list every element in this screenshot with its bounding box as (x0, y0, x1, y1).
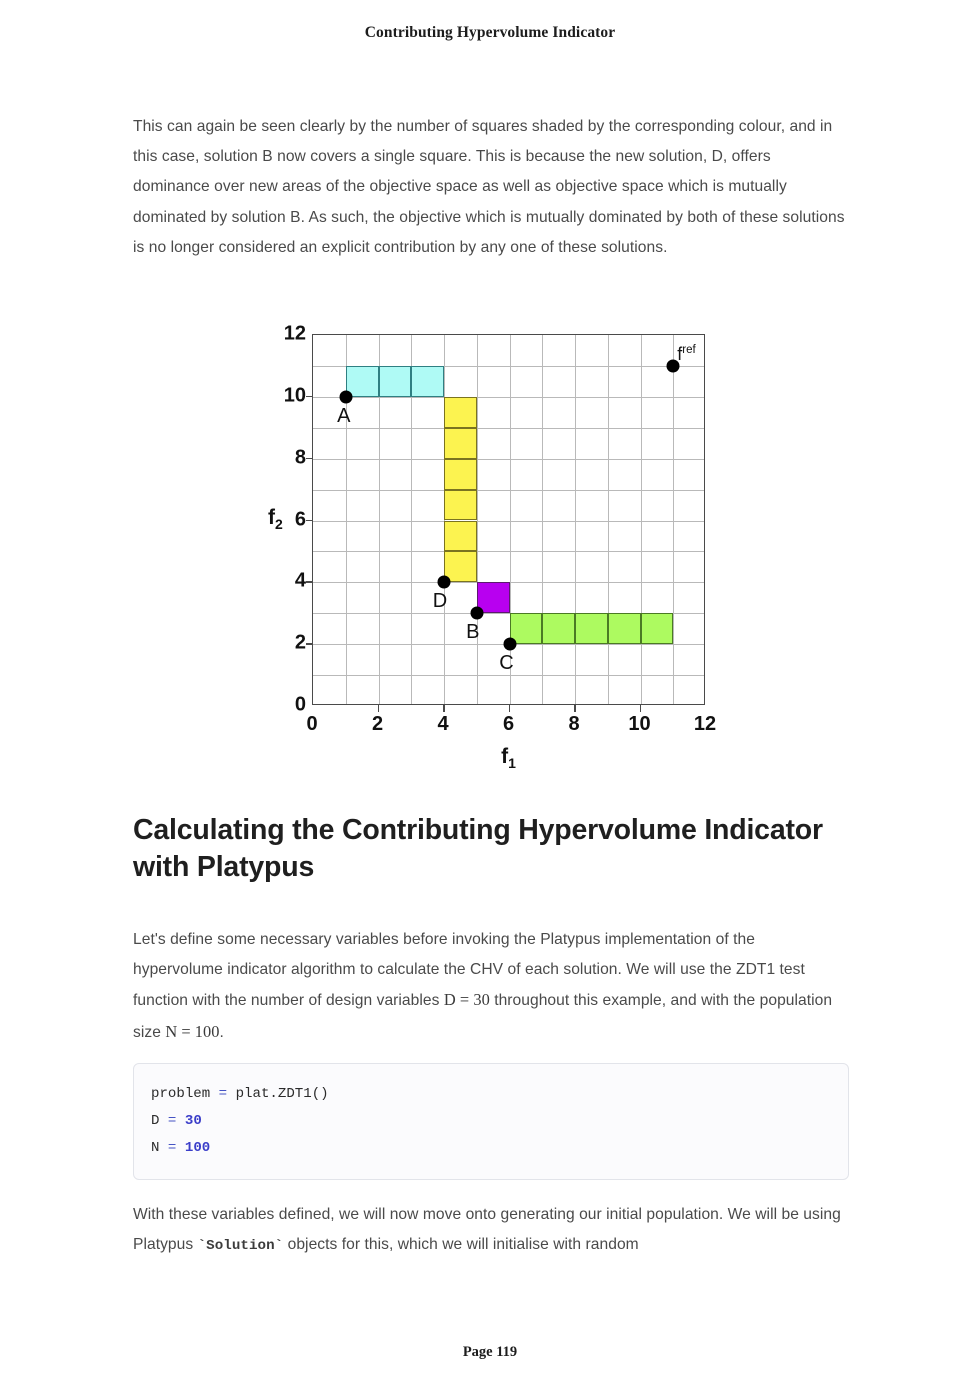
gridline-horizontal (313, 459, 704, 460)
gridline-horizontal (313, 551, 704, 552)
axis-title-base: f (501, 745, 509, 768)
data-point-label-C: C (499, 652, 514, 675)
data-point-label-A: A (337, 404, 351, 427)
region-cell (444, 490, 477, 521)
math-population-size: N = 100 (165, 1021, 220, 1041)
y-axis-tickmark (306, 520, 312, 522)
code-token-op: = (218, 1086, 228, 1102)
data-point-label-D: D (432, 590, 448, 613)
y-axis-tick-label: 8 (294, 446, 306, 469)
gridline-horizontal (313, 521, 704, 522)
y-axis-tickmark (306, 643, 312, 645)
region-cell (444, 397, 477, 428)
x-axis-tickmark (640, 705, 642, 712)
code-token-plain: N (151, 1140, 168, 1156)
x-axis-tickmark (574, 705, 576, 712)
y-axis-tick-label: 6 (294, 508, 306, 530)
region-cell (641, 613, 674, 644)
platypus-paragraph (133, 925, 849, 1048)
page-content (133, 112, 849, 263)
gridline-vertical (542, 335, 543, 704)
chart-plot-area (312, 334, 705, 705)
gridline-vertical (608, 335, 609, 704)
x-axis-tick-label: 10 (628, 713, 651, 735)
intro-paragraph: This can again be seen clearly by the number of squares shaded by the corresponding colour, and in this case, solution B now covers a single square. This is because the new solution, D, offers dominance over new areas of the objective space as well as objective space which is mutually dominated by solution B. As such, the objective which is mutually dominated by both of these solutions is no longer considered an explicit contribution by any one of these solutions. (133, 118, 845, 256)
code-token-plain (176, 1113, 184, 1129)
gridline-vertical (575, 335, 576, 704)
x-axis-tickmark (509, 705, 511, 712)
y-axis-tick-label: 0 (294, 693, 306, 716)
x-axis-tickmark (443, 705, 445, 712)
gridline-horizontal (313, 428, 704, 429)
region-cell (444, 521, 477, 552)
closing-text-2: objects for this, which we will initialise with random (283, 1236, 639, 1254)
code-token-plain (176, 1140, 184, 1156)
data-point-B (470, 607, 483, 620)
axis-title-base: f (268, 505, 275, 529)
y-axis-tick-label: 12 (283, 322, 306, 345)
gridline-vertical (477, 335, 478, 704)
y-axis-tickmark (306, 581, 312, 583)
region-cell (444, 428, 477, 459)
gridline-horizontal (313, 675, 704, 676)
code-block-wrapper (133, 1063, 849, 1180)
platypus-paragraph-text-3: . (219, 1023, 224, 1041)
region-cell (575, 613, 608, 644)
code-token-op: = (167, 1113, 177, 1129)
gridline-horizontal (313, 490, 704, 491)
x-axis-tick-label: 6 (502, 713, 515, 735)
code-token-plain: D (151, 1113, 168, 1129)
y-axis-tick-label: 4 (294, 569, 306, 592)
x-axis-tick-label: 12 (693, 713, 717, 735)
region-cell (608, 613, 641, 644)
gridline-horizontal (313, 397, 704, 398)
region-cell (379, 366, 412, 397)
section-heading: Calculating the Contributing Hypervolume Indicator with Platypus (133, 814, 823, 883)
x-axis-tick-label: 2 (371, 713, 384, 735)
code-line (151, 1135, 832, 1162)
y-axis-tick-label: 10 (283, 384, 306, 407)
axis-title-subscript: 1 (508, 755, 516, 772)
reference-point-label-superscript: ref (682, 343, 696, 356)
reference-point-label-base: f (677, 343, 683, 364)
data-point-C (503, 638, 516, 651)
code-line (151, 1108, 832, 1135)
closing-text-1: With these variables defined, we will now move onto generating our initial population. We will be using Platypus (133, 1206, 841, 1254)
code-token-plain: plat.ZDT1() (227, 1086, 329, 1102)
hypervolume-figure (0, 318, 980, 772)
code-token-num: 100 (184, 1140, 211, 1156)
code-token-op: = (167, 1140, 177, 1156)
axis-title-subscript: 2 (275, 515, 283, 532)
page-footer: Page 119 (462, 1344, 518, 1360)
code-line (151, 1081, 832, 1108)
platypus-paragraph-block (133, 925, 849, 1048)
python-code-block[interactable] (133, 1063, 849, 1180)
region-cell (411, 366, 444, 397)
reference-point-label (677, 344, 695, 365)
chart-y-axis-title (268, 506, 283, 532)
x-axis-tickmark (378, 705, 380, 712)
section-block (133, 812, 849, 886)
running-head: Contributing Hypervolume Indicator (364, 24, 616, 41)
data-point-A (339, 390, 352, 403)
gridline-vertical (641, 335, 642, 704)
region-cell (542, 613, 575, 644)
x-axis-tick-label: 0 (306, 713, 318, 735)
math-design-variables: D = 30 (443, 990, 490, 1010)
code-token-plain: problem (151, 1086, 219, 1102)
code-token-num: 30 (184, 1113, 202, 1129)
y-axis-tickmark (306, 396, 312, 398)
closing-paragraph (133, 1200, 849, 1261)
platypus-paragraph-text-2: throughout this example, and with the population size (133, 992, 833, 1041)
y-axis-tick-label: 2 (294, 631, 306, 654)
region-cell (444, 459, 477, 490)
x-axis-tick-label: 8 (568, 713, 580, 735)
inline-code-solution: `Solution` (197, 1238, 284, 1255)
gridline-vertical (673, 335, 674, 704)
x-axis-tick-label: 4 (437, 713, 449, 735)
closing-paragraph-block (133, 1200, 849, 1261)
chart-x-axis-title (469, 745, 549, 771)
y-axis-tickmark (306, 458, 312, 460)
data-point-D (438, 576, 451, 589)
data-point-label-B: B (466, 621, 480, 644)
platypus-paragraph-text-1: Let's define some necessary variables before invoking the Platypus implementation of the hypervolume indicator algorithm to calculate the CHV of each solution. We will use the ZDT1 test function with the number of design variables (133, 931, 805, 1010)
